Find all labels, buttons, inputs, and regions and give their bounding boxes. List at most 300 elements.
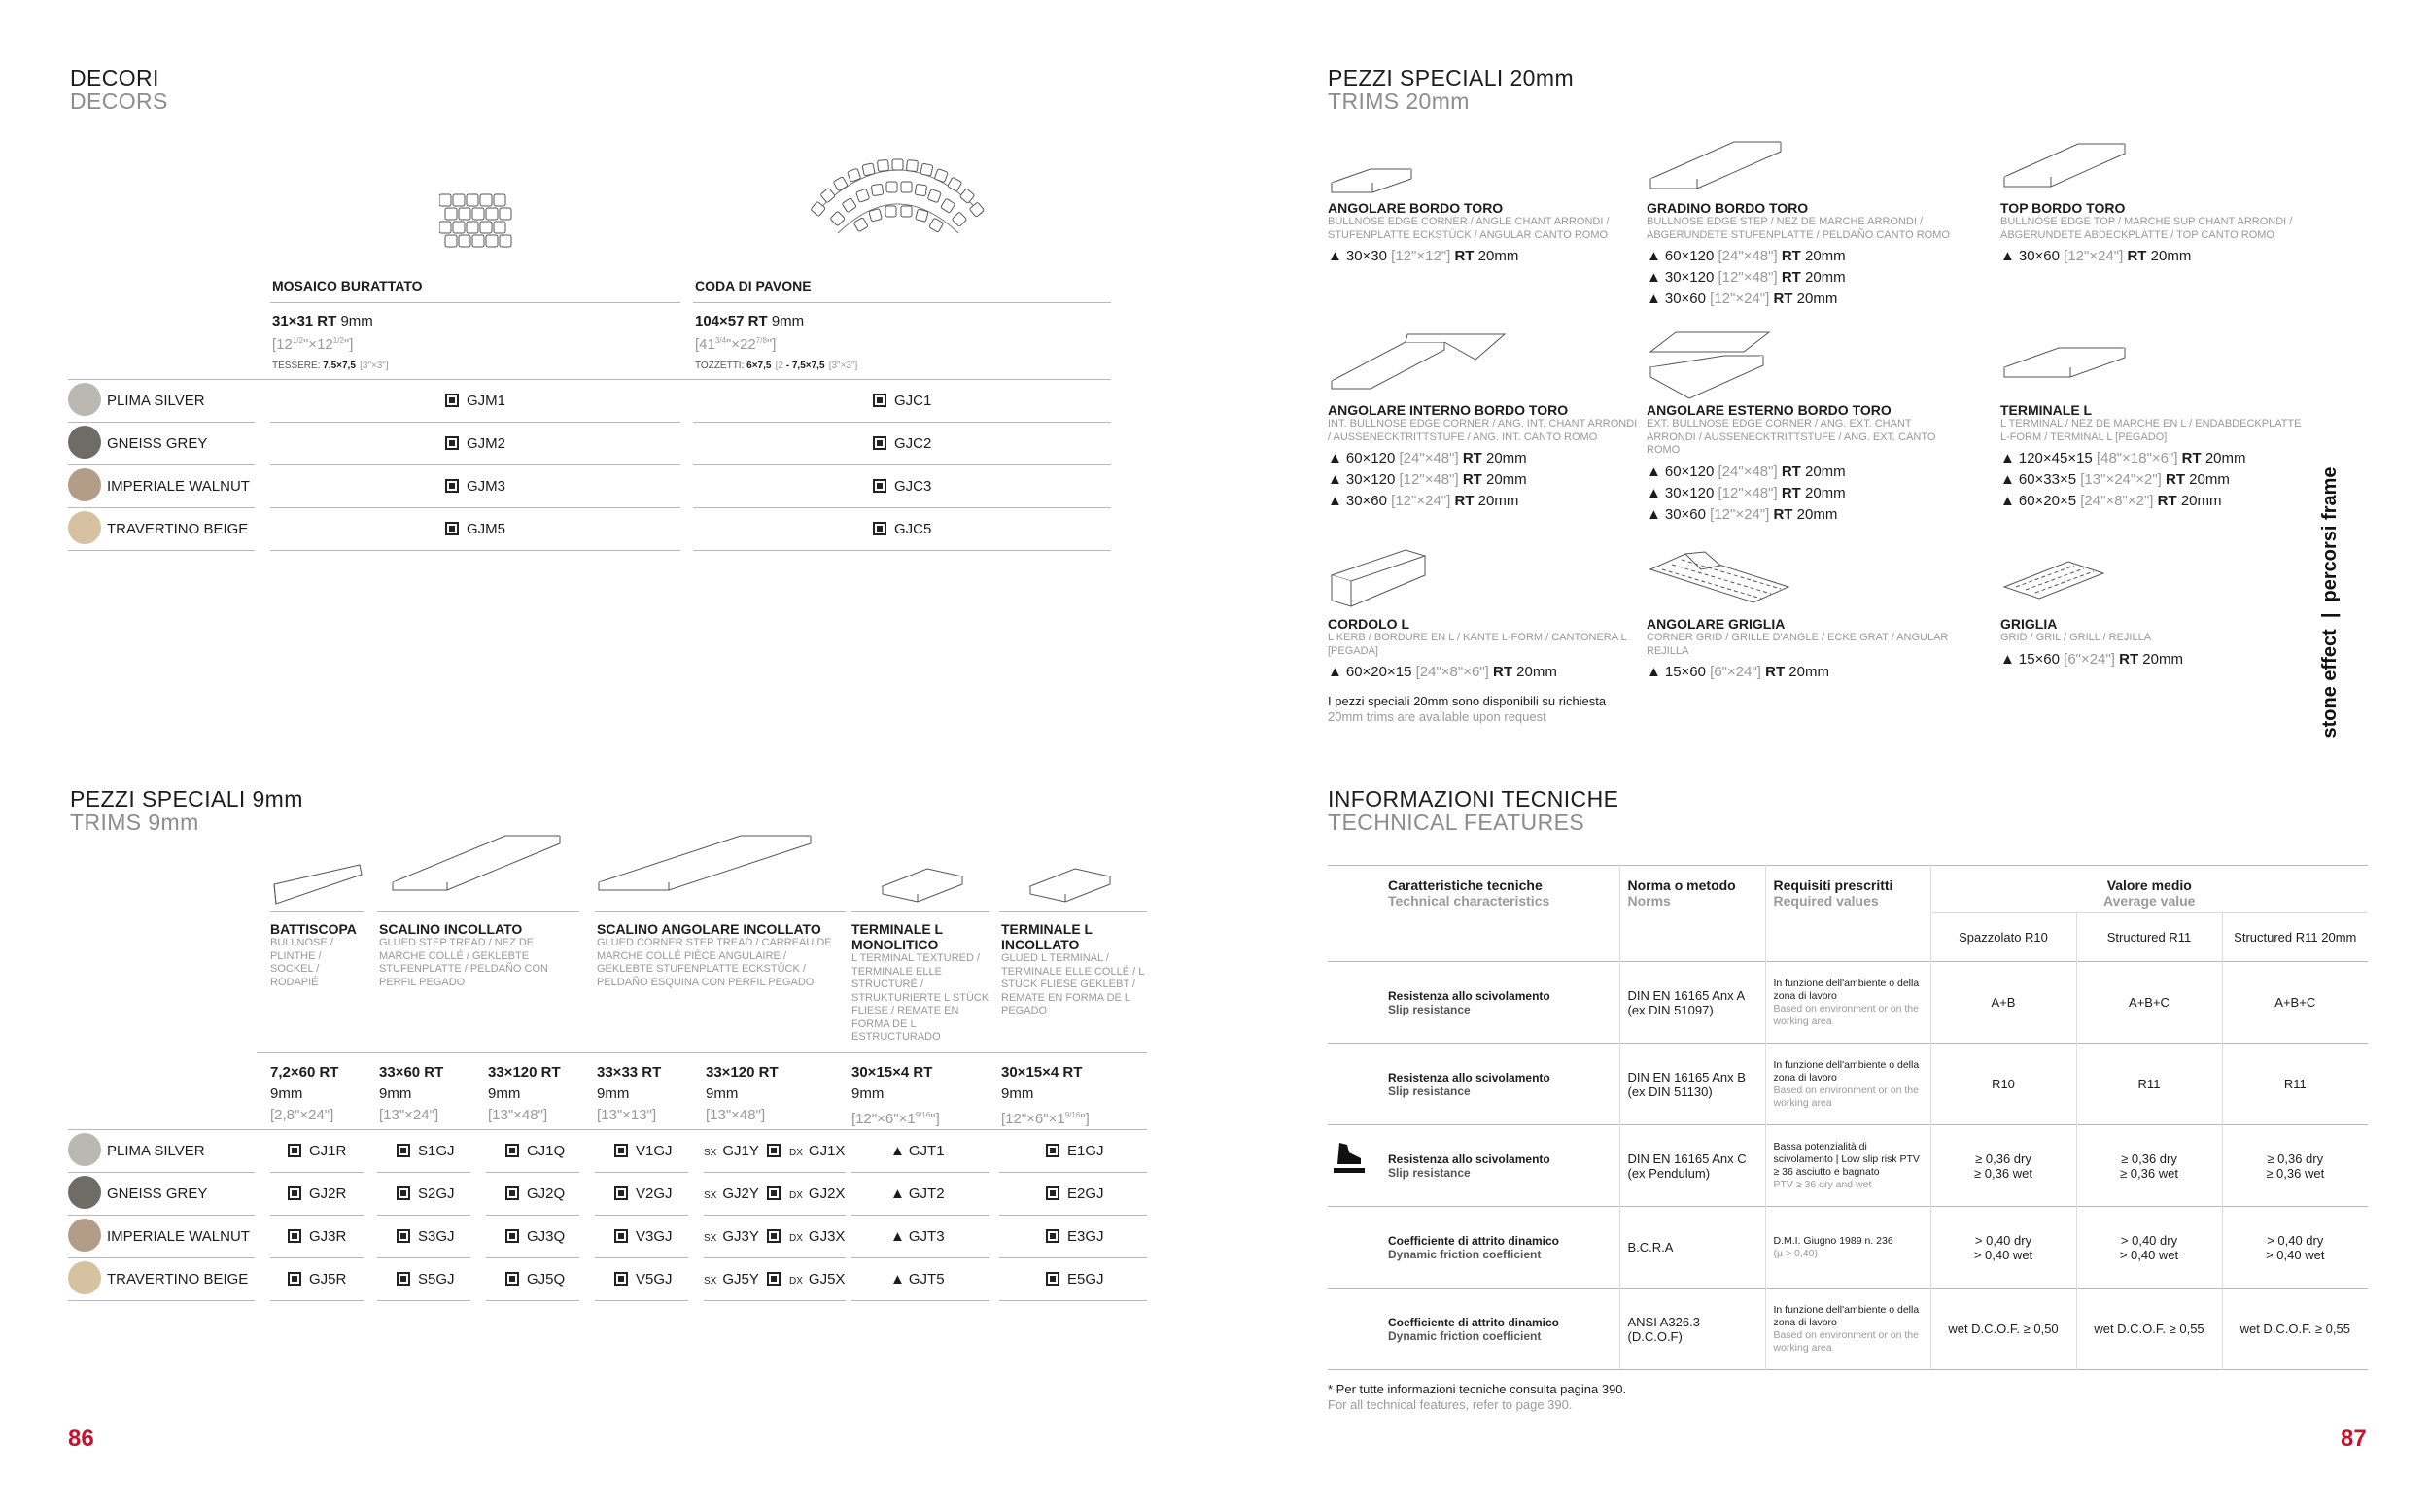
size-inch: [13"×13"]: [597, 1107, 657, 1123]
square-icon: [397, 1144, 410, 1157]
product-code: GJ3X: [808, 1228, 846, 1245]
size-thickness: 9mm: [270, 1085, 303, 1102]
size-thickness: 9mm: [771, 313, 805, 329]
trims20-item: [1328, 402, 1639, 512]
size-thickness: 20mm: [1477, 248, 1519, 264]
size-main: 33×120 RT: [706, 1064, 779, 1081]
row-norm: DIN EN 16165 Anx B: [1627, 1069, 1746, 1084]
header-val-it: Valore medio: [2106, 877, 2192, 893]
tozzetti-inch-2: [3"×3"]: [828, 361, 858, 371]
size-main: 15×60: [2018, 650, 2060, 668]
swatch: [68, 1261, 101, 1294]
square-icon: [873, 394, 886, 407]
row-char-en: Slip resistance: [1388, 1083, 1471, 1098]
trims9-product: [270, 921, 364, 989]
scalino-angolare-image: [595, 832, 815, 910]
size-rt: RT: [1773, 291, 1793, 307]
note-it: I pezzi speciali 20mm sono disponibili su richiesta: [1328, 694, 1607, 708]
square-icon: [873, 436, 886, 450]
trims9-code: [890, 1143, 945, 1159]
row-req-en: Based on environment or on the working area: [1773, 1328, 1919, 1354]
trims9-size: [379, 1062, 443, 1126]
product-name: ANGOLARE INTERNO BORDO TORO: [1328, 402, 1569, 418]
product-desc: EXT. BULLNOSE EDGE CORNER / ANG. EXT. CHANT ARRONDI / AUSSENECKTRITTSTUFE / ANG. EXT. CANTO ROMO: [1647, 418, 1936, 456]
size-main: 30×15×4 RT: [851, 1064, 933, 1081]
swatch-travertino-beige: [68, 511, 101, 544]
dx-label: DX: [789, 1276, 803, 1287]
trims20-item: [2000, 200, 2311, 267]
row-value: wet D.C.O.F. ≥ 0,50: [1930, 1289, 2076, 1370]
size-row: [1647, 462, 1958, 483]
square-icon: [505, 1272, 519, 1286]
row-value: > 0,40 dry > 0,40 wet: [1930, 1207, 2076, 1289]
triangle-icon: ▲: [2000, 248, 2015, 264]
row-req-en: Based on environment or on the working area: [1773, 1083, 1919, 1109]
square-icon: [614, 1186, 628, 1200]
swatch: [68, 1176, 101, 1209]
sx-label: SX: [704, 1276, 717, 1287]
size-main: 30×15×4 RT: [1001, 1064, 1083, 1081]
row-req-it: D.M.I. Giugno 1989 n. 236: [1773, 1234, 1893, 1247]
trims9-code: [1046, 1186, 1104, 1202]
size-inch: [24"×48"]: [1718, 463, 1778, 480]
tozzetti-label: TOZZETTI:: [695, 361, 747, 371]
mosaico-burattato-image: [439, 192, 517, 260]
size-inch: "]: [343, 336, 354, 353]
top-bordo-toro-image: [2000, 140, 2129, 198]
product-desc: GLUED STEP TREAD / NEZ DE MARCHE COLLÉ / GEKLEBTE STUFENPLATTE / PELDAÑO CON PERFIL PEGADO: [379, 937, 548, 988]
size-inch: [13"×24"]: [379, 1107, 439, 1123]
size-main: 60×20×5: [2018, 493, 2077, 509]
row-norm-2: (ex DIN 51097): [1627, 1002, 1714, 1017]
size-rt: RT: [2157, 493, 2177, 509]
product-desc: BULLNOSE EDGE STEP / NEZ DE MARCHE ARRONDI / ABGERUNDETE STUFENPLATTE / PELDAÑO CANTO ROMO: [1647, 216, 1950, 241]
product-code: GJT2: [908, 1186, 945, 1202]
size-rt: RT: [1781, 484, 1801, 501]
size-main: 33×120 RT: [488, 1064, 561, 1081]
battiscopa-image: [272, 855, 364, 910]
product-name: BATTISCOPA: [270, 921, 357, 937]
trims9-code: [397, 1271, 455, 1288]
row-value: > 0,40 dry > 0,40 wet: [2222, 1207, 2368, 1289]
triangle-icon: ▲: [1647, 484, 1661, 501]
product-name: SCALINO INCOLLATO: [379, 921, 523, 937]
square-icon: [445, 394, 459, 407]
product-desc: CORNER GRID / GRILLE D'ANGLE / ECKE GRAT / ANGULAR REJILLA: [1647, 632, 1949, 657]
size-rt: RT: [2165, 471, 2185, 488]
product-code: V2GJ: [636, 1186, 673, 1202]
size-row: [1328, 246, 1639, 267]
triangle-icon: ▲: [890, 1228, 905, 1245]
size-main: 30×120: [1664, 484, 1715, 501]
size-inch: [2,8"×24"]: [270, 1107, 334, 1123]
trims9-code: [1046, 1143, 1104, 1159]
decori-code: GJC2: [873, 435, 931, 452]
size-thickness: 20mm: [2142, 650, 2183, 668]
decori-code: GJM1: [445, 393, 505, 409]
trims9-code: [704, 1143, 781, 1159]
size-thickness: 9mm: [597, 1085, 630, 1102]
square-icon: [288, 1272, 301, 1286]
trims9-code: [288, 1228, 346, 1245]
trims9-code: [614, 1143, 673, 1159]
size-inch: "×22: [725, 336, 756, 353]
trims9-code: [614, 1228, 673, 1245]
square-icon: [397, 1272, 410, 1286]
size-main: 60×20×15: [1345, 664, 1412, 680]
row-norm: B.C.R.A: [1627, 1240, 1674, 1254]
tozzetti-extra: - 7,5×7,5: [782, 361, 825, 371]
size-thickness: 20mm: [1485, 450, 1527, 466]
trims9-code: [789, 1143, 845, 1159]
triangle-icon: ▲: [1647, 505, 1661, 523]
row-value: wet D.C.O.F. ≥ 0,55: [2222, 1289, 2368, 1370]
trims9-size: [1001, 1062, 1090, 1130]
row-char-en: Slip resistance: [1388, 1165, 1471, 1180]
trims9-product: [851, 921, 989, 1045]
sx-label: SX: [704, 1233, 717, 1244]
product-code: E3GJ: [1067, 1228, 1104, 1245]
product-desc: L KERB / BORDURE EN L / KANTE L-FORM / CANTONERA L [PEGADA]: [1328, 632, 1627, 657]
product-name: CORDOLO L: [1328, 616, 1409, 632]
row-value: R10: [1930, 1044, 2076, 1125]
product-desc: BULLNOSE EDGE TOP / MARCHE SUP CHANT ARRONDI / ABGERUNDETE ABDECKPLATTE / TOP CANTO ROMO: [2000, 216, 2293, 241]
size-row: [2000, 448, 2311, 469]
material-name: TRAVERTINO BEIGE: [107, 521, 249, 537]
square-icon: [505, 1229, 519, 1243]
trims9-code: [614, 1271, 673, 1288]
size-rt: RT: [1492, 664, 1512, 680]
tech-footnote: [1328, 1382, 1626, 1413]
size-inch-fraction: 9/16: [1064, 1111, 1081, 1119]
tessere-label: TESSERE:: [272, 361, 324, 371]
size-rt: RT: [1454, 493, 1475, 509]
product-desc: BULLNOSE / PLINTHE / SOCKEL / RODAPIÉ: [270, 937, 333, 988]
row-value: R11: [2076, 1044, 2222, 1125]
material-name: GNEISS GREY: [107, 1186, 208, 1202]
triangle-icon: ▲: [2000, 650, 2015, 668]
product-code: GJ3Q: [527, 1228, 566, 1245]
size-row: [1647, 483, 1958, 504]
product-code: GJ1Y: [722, 1143, 759, 1159]
triangle-icon: ▲: [1647, 291, 1661, 307]
size-rt: RT: [1765, 664, 1786, 680]
size-inch: [12"×6"×1: [851, 1111, 916, 1127]
size-row: [1328, 448, 1639, 469]
product-code: S3GJ: [418, 1228, 455, 1245]
product-code: S5GJ: [418, 1271, 455, 1288]
product-desc: L TERMINAL TEXTURED / TERMINALE ELLE STRUCTURÉ / STRUKTURIERTE L STÜCK FLIESE / REMATE EN FORMA DE L ESTRUCTURADO: [851, 952, 989, 1043]
trims9-code: [890, 1271, 945, 1288]
square-icon: [397, 1229, 410, 1243]
size-main: 30×60: [1664, 505, 1706, 523]
row-value: ≥ 0,36 dry ≥ 0,36 wet: [2222, 1125, 2368, 1207]
product-name: TERMINALE L INCOLLATO: [1001, 921, 1093, 952]
trims9-code: [1046, 1271, 1104, 1288]
product-name: ANGOLARE ESTERNO BORDO TORO: [1647, 402, 1892, 418]
size-main: 30×60: [2018, 248, 2060, 264]
row-value: > 0,40 dry > 0,40 wet: [2076, 1207, 2222, 1289]
decori-title: DECORI: [70, 65, 159, 90]
material-name: PLIMA SILVER: [107, 393, 205, 409]
size-main: 30×30: [1345, 248, 1387, 264]
size-thickness: 20mm: [1804, 248, 1846, 264]
trims9-code: [288, 1143, 346, 1159]
square-icon: [288, 1229, 301, 1243]
size-thickness: 20mm: [1804, 269, 1846, 286]
trims9-size: [597, 1062, 661, 1126]
product-code: GJ3R: [309, 1228, 347, 1245]
product-code: GJ5Q: [527, 1271, 566, 1288]
product-desc: L TERMINAL / NEZ DE MARCHE EN L / ENDABDECKPLATTE L-FORM / TERMINAL L [PEGADO]: [2000, 418, 2302, 443]
slip-resistance-icon: [1332, 1139, 1367, 1178]
size-inch: [41: [695, 336, 715, 353]
size-row: [2000, 246, 2311, 267]
trims9-product: [597, 921, 846, 989]
decori-code: GJC1: [873, 393, 931, 409]
size-main: 60×33×5: [2018, 471, 2077, 488]
product-name: ANGOLARE BORDO TORO: [1328, 200, 1504, 216]
square-icon: [505, 1186, 519, 1200]
trims9-code: [288, 1186, 346, 1202]
note-en: 20mm trims are available upon request: [1328, 709, 1546, 724]
product-code: GJT1: [908, 1143, 945, 1159]
trims20-title: PEZZI SPECIALI 20mm: [1328, 65, 1574, 90]
trims20-item: [1328, 616, 1639, 683]
trims9-code: [704, 1186, 781, 1202]
size-inch: [12"×24"]: [1710, 291, 1770, 307]
triangle-icon: ▲: [890, 1186, 905, 1202]
product-desc: GLUED L TERMINAL / TERMINALE ELLE COLLÉ / L STÜCK FLIESE GEKLEBT / REMATE EN FORMA DE L PEGADO: [1001, 952, 1144, 1016]
tessere-value: 7,5×7,5: [323, 361, 356, 371]
size-inch-fraction: 1/2: [332, 336, 344, 345]
material-name: GNEISS GREY: [107, 435, 208, 452]
coda-di-pavone-image: [809, 155, 988, 247]
product-code: V1GJ: [636, 1143, 673, 1159]
size-thickness: 20mm: [1804, 463, 1846, 480]
product-code: GJ2R: [309, 1186, 347, 1202]
header-norm-en: Norms: [1627, 893, 1671, 909]
product-code: E2GJ: [1067, 1186, 1104, 1202]
row-norm: DIN EN 16165 Anx A: [1627, 987, 1746, 1003]
product-code: S2GJ: [418, 1186, 455, 1202]
size-inch: "]: [930, 1111, 940, 1127]
square-icon: [397, 1186, 410, 1200]
product-desc: INT. BULLNOSE EDGE CORNER / ANG. INT. CHANT ARRONDI / AUSSENECKTRITTSTUFE / ANG. INT. CANTO ROMO: [1328, 418, 1638, 443]
trims9-code: [789, 1271, 845, 1288]
row-value: wet D.C.O.F. ≥ 0,55: [2076, 1289, 2222, 1370]
triangle-icon: ▲: [1328, 450, 1342, 466]
size-main: 30×60: [1664, 291, 1706, 307]
size-main: 60×120: [1345, 450, 1396, 466]
footnote-it: * Per tutte informazioni tecniche consulta pagina 390.: [1328, 1382, 1627, 1396]
size-inch: "]: [1080, 1111, 1090, 1127]
size-main: 33×33 RT: [597, 1064, 662, 1081]
trims20-item: [2000, 402, 2311, 512]
decori-product-name: CODA DI PAVONE: [695, 278, 812, 293]
decori-code: GJM3: [445, 478, 505, 495]
size-row: [1647, 267, 1958, 289]
trims20-item: [1328, 200, 1639, 267]
trims20-item: [2000, 616, 2311, 670]
product-desc: GRID / GRIL / GRILL / REJILLA: [2000, 632, 2152, 643]
size-inch: [12: [272, 336, 293, 353]
trims9-code: [397, 1186, 455, 1202]
decori-subtitle: DECORS: [70, 88, 168, 114]
size-thickness: 9mm: [488, 1085, 521, 1102]
product-code: GJ1Q: [527, 1143, 566, 1159]
size-thickness: 9mm: [1001, 1085, 1034, 1102]
size-inch: [24"×48"]: [1718, 248, 1778, 264]
triangle-icon: ▲: [1647, 248, 1661, 264]
square-icon: [1046, 1272, 1059, 1286]
product-name: TOP BORDO TORO: [2000, 200, 2126, 216]
angolare-griglia-image: [1647, 550, 1792, 604]
square-icon: [445, 479, 459, 493]
size-row: [1647, 246, 1958, 267]
square-icon: [767, 1186, 781, 1200]
size-inch: [6"×24"]: [1710, 664, 1761, 680]
row-char-en: Slip resistance: [1388, 1002, 1471, 1016]
trims9-size: [488, 1062, 561, 1126]
size-inch: [12"×48"]: [1399, 471, 1459, 488]
decori-heading: [70, 66, 168, 113]
angolare-bordo-toro-image: [1328, 165, 1415, 200]
size-main: 104×57 RT: [695, 313, 768, 329]
product-name: TERMINALE L MONOLITICO: [851, 921, 943, 952]
header-norm-it: Norma o metodo: [1627, 877, 1736, 893]
swatch: [68, 1133, 101, 1166]
size-inch: "]: [766, 336, 777, 353]
size-thickness: 20mm: [1796, 291, 1838, 307]
size-rt: RT: [2181, 450, 2202, 466]
swatch-plima-silver: [68, 383, 101, 416]
row-req-it: In funzione dell'ambiente o della zona di lavoro: [1773, 977, 1920, 1002]
triangle-icon: ▲: [1328, 471, 1342, 488]
product-name: GRADINO BORDO TORO: [1647, 200, 1809, 216]
product-code: GJ2Q: [527, 1186, 566, 1202]
size-inch: [12"×12"]: [1391, 248, 1451, 264]
row-norm-2: (ex DIN 51130): [1627, 1083, 1713, 1099]
size-main: 30×120: [1345, 471, 1396, 488]
tech-title: INFORMAZIONI TECNICHE: [1328, 786, 1619, 811]
square-icon: [1046, 1229, 1059, 1243]
tessere-inch: [3"×3"]: [360, 361, 389, 371]
trims9-size: [706, 1062, 779, 1126]
size-rt: RT: [2119, 650, 2139, 668]
size-inch: [6"×24"]: [2064, 650, 2115, 668]
trims9-code: [704, 1228, 781, 1245]
square-icon: [1046, 1144, 1059, 1157]
terminale-l-incollato-image: [1026, 865, 1114, 908]
square-icon: [767, 1272, 781, 1286]
size-inch: [13"×24"×2"]: [2080, 471, 2162, 488]
size-rt: RT: [2127, 248, 2147, 264]
size-inch: [24"×8"×2"]: [2080, 493, 2154, 509]
scalino-incollato-image: [389, 832, 564, 910]
trims20-subtitle: TRIMS 20mm: [1328, 88, 1470, 114]
product-code: GJT5: [908, 1271, 945, 1288]
size-thickness: 20mm: [1485, 471, 1527, 488]
size-inch: [12"×24"]: [1391, 493, 1451, 509]
trims9-code: [890, 1228, 945, 1245]
size-thickness: 20mm: [1477, 493, 1519, 509]
triangle-icon: ▲: [1328, 493, 1342, 509]
cordolo-l-image: [1328, 546, 1431, 608]
row-req-en: (µ > 0,40): [1773, 1247, 1818, 1259]
size-thickness: 20mm: [2204, 450, 2246, 466]
value-col-header: Structured R11: [2076, 913, 2222, 962]
dx-label: DX: [789, 1190, 803, 1201]
trims20-item: [1647, 616, 1958, 683]
product-code: V3GJ: [636, 1228, 673, 1245]
size-main: 31×31 RT: [272, 313, 337, 329]
size-inch: [12"×48"]: [1718, 269, 1778, 286]
dx-label: DX: [789, 1148, 803, 1158]
square-icon: [288, 1186, 301, 1200]
product-desc: GLUED CORNER STEP TREAD / CARREAU DE MARCHE COLLÉ PIÈCE ANGULAIRE / GEKLEBTE STUFENPLATTE ECKSTÜCK / PELDAÑO ESQUINA CON PERFIL PEGADO: [597, 937, 832, 988]
tozzetti-inch: [2: [775, 361, 783, 371]
size-thickness: 20mm: [2189, 471, 2230, 488]
row-req-it: In funzione dell'ambiente o della zona di lavoro: [1773, 1303, 1920, 1328]
size-thickness: 20mm: [1796, 505, 1838, 523]
triangle-icon: ▲: [2000, 471, 2015, 488]
triangle-icon: ▲: [1647, 269, 1661, 286]
tech-subtitle: TECHNICAL FEATURES: [1328, 809, 1585, 835]
size-row: [1647, 504, 1958, 526]
product-code: GJ5R: [309, 1271, 347, 1288]
row-value: R11: [2222, 1044, 2368, 1125]
trims9-code: [397, 1143, 455, 1159]
size-inch: [12"×6"×1: [1001, 1111, 1065, 1127]
decori-code: GJC3: [873, 478, 931, 495]
square-icon: [614, 1272, 628, 1286]
swatch: [68, 1219, 101, 1252]
size-thickness: 9mm: [340, 313, 373, 329]
griglia-image: [2000, 558, 2107, 602]
material-name: TRAVERTINO BEIGE: [107, 1271, 249, 1288]
trims9-code: [397, 1228, 455, 1245]
square-icon: [288, 1144, 301, 1157]
trims9-code: [288, 1271, 346, 1288]
trims9-code: [789, 1228, 845, 1245]
size-main: 30×120: [1664, 269, 1715, 286]
row-req-en: PTV ≥ 36 dry and wet: [1773, 1178, 1872, 1190]
row-norm-2: (ex Pendulum): [1627, 1165, 1711, 1181]
sx-label: SX: [704, 1148, 717, 1158]
swatch-imperiale-walnut: [68, 468, 101, 501]
product-code: GJ1X: [808, 1143, 846, 1159]
row-value: A+B+C: [2076, 962, 2222, 1044]
trims9-code: [1046, 1228, 1104, 1245]
row-req-it: In funzione dell'ambiente o della zona di lavoro: [1773, 1058, 1920, 1083]
square-icon: [873, 522, 886, 535]
size-inch: [12"×48"]: [1718, 484, 1778, 501]
square-icon: [614, 1144, 628, 1157]
row-char-it: Resistenza allo scivolamento: [1388, 1070, 1550, 1084]
tozzetti-value: 6×7,5: [746, 361, 772, 371]
terminale-l-monolitico-image: [879, 865, 966, 908]
mosaico-size: [272, 312, 389, 376]
row-char-en: Dynamic friction coefficient: [1388, 1328, 1542, 1343]
trims9-code: [505, 1143, 565, 1159]
triangle-icon: ▲: [2000, 450, 2015, 466]
row-norm-2: (D.C.O.F): [1627, 1328, 1683, 1344]
side-label: stone effect | percorsi frame: [2319, 466, 2341, 739]
row-char-it: Resistenza allo scivolamento: [1388, 988, 1550, 1003]
size-row: [1328, 491, 1639, 512]
size-rt: RT: [1462, 450, 1482, 466]
